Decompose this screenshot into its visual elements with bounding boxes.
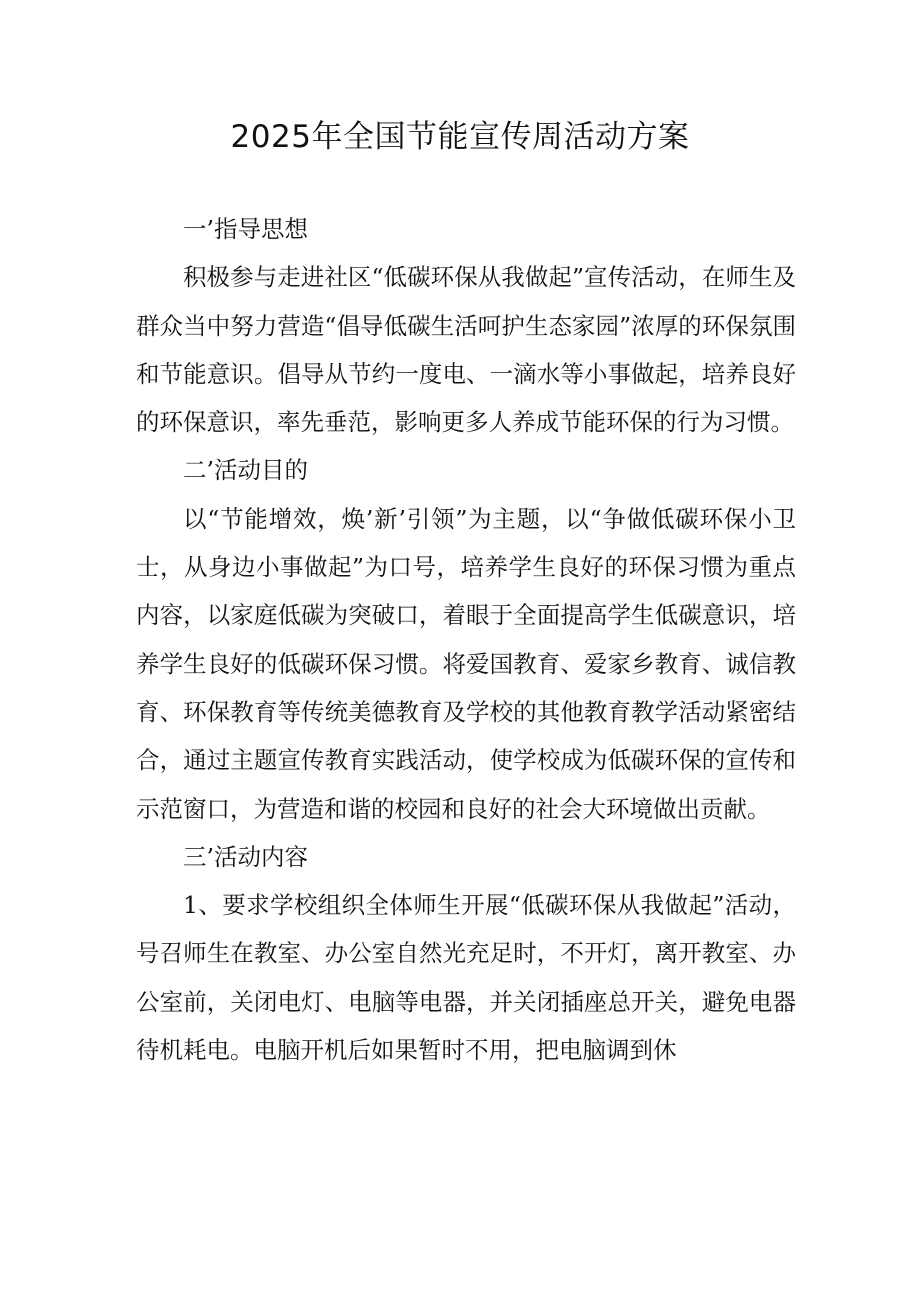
section-heading-guiding-ideology: 一’指导思想: [183, 215, 308, 243]
section-paragraph: 1、要求学校组织全体师生开展“低碳环保从我做起”活动，号召师生在教室、办公室自然光充足时，不开灯，离开教室、办公室前，关闭电灯、电脑等电器，并关闭插座总开关，避免电器待机耗电。电脑开机后如果暂时不用，把电脑调到休: [136, 891, 796, 1065]
section-heading-activity-content: 三’活动内容: [183, 842, 308, 871]
section-paragraph: 以“节能增效，焕’新’引领”为主题，以“争做低碳环保小卫士，从身边小事做起”为口号，培养学生良好的环保习惯为重点内容，以家庭低碳为突破口，着眼于全面提高学生低碳意识，培养学生良好的低碳环保习惯。将爱国教育、爱家乡教育、诚信教育、环保教育等传统美德教育及学校的其他教育教学活动紧密结合，通过主题宣传教育实践活动，使学校成为低碳环保的宣传和示范窗口，为营造和谐的校园和良好的社会大环境做出贡献。: [136, 504, 796, 823]
document-title: 2025年全国节能宣传周活动方案: [230, 119, 690, 155]
document-body: [136, 205, 796, 1074]
section-heading-activity-purpose: 二’活动目的: [183, 456, 308, 485]
section-paragraph: 积极参与走进社区“低碳环保从我做起”宣传活动，在师生及群众当中努力营造“倡导低碳生活呵护生态家园”浓厚的环保氛围和节能意识。倡导从节约一度电、一滴水等小事做起，培养良好的环保意识，率先垂范，影响更多人养成节能环保的行为习惯。: [136, 263, 796, 437]
